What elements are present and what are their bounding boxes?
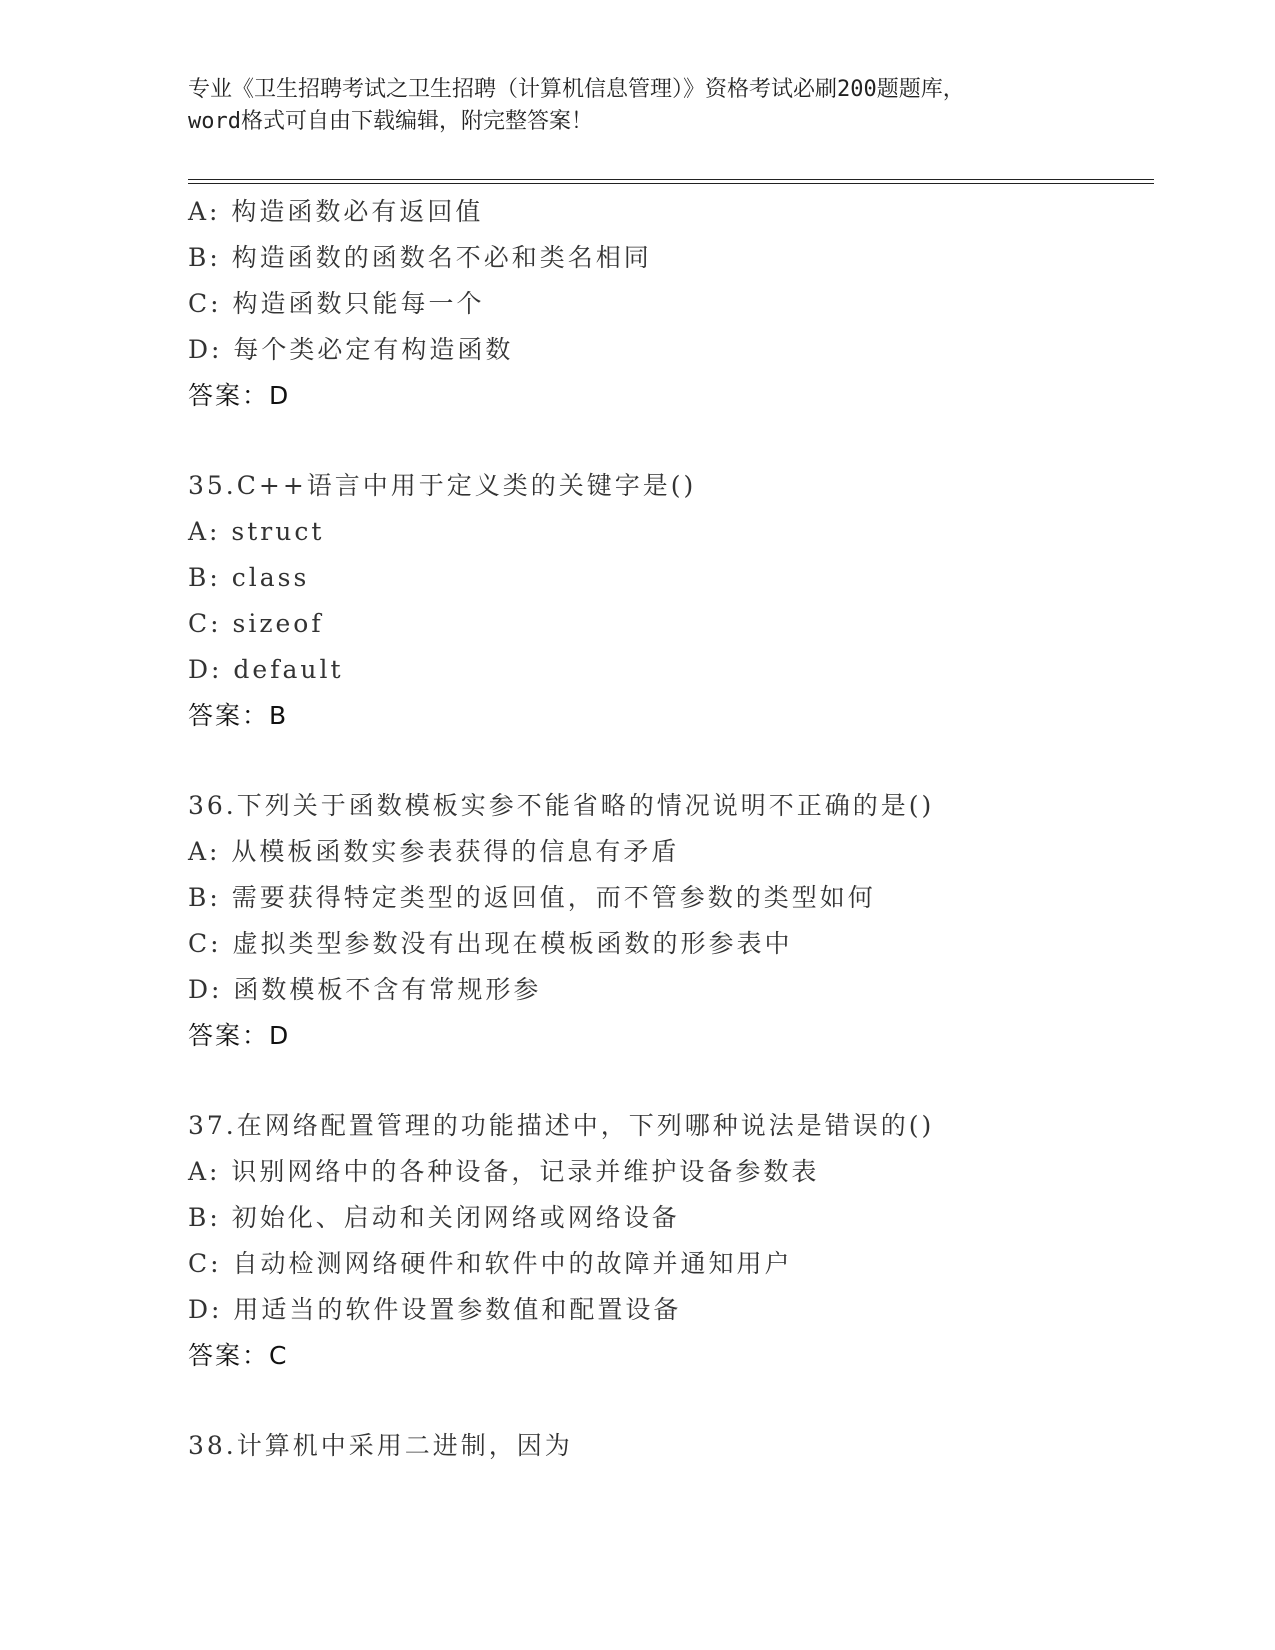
option-c: C: 虚拟类型参数没有出现在模板函数的形参表中 (188, 929, 793, 958)
option-c: C: 自动检测网络硬件和软件中的故障并通知用户 (188, 1249, 793, 1278)
option-d: D: 用适当的软件设置参数值和配置设备 (188, 1295, 682, 1324)
header-divider-top (188, 179, 1154, 180)
option-b: B: class (188, 563, 310, 592)
option-c: C: sizeof (188, 609, 324, 638)
block-spacer (188, 1059, 1154, 1103)
option-a: A: 构造函数必有返回值 (188, 197, 484, 226)
document-header (188, 74, 1088, 138)
answer-line: 答案：D (188, 1021, 291, 1050)
option-c: C: 构造函数只能每一个 (188, 289, 485, 318)
option-b: B: 构造函数的函数名不必和类名相同 (188, 243, 652, 272)
header-line-2: word格式可自由下载编辑，附完整答案！ (188, 109, 593, 134)
option-a: A: 识别网络中的各种设备，记录并维护设备参数表 (188, 1157, 820, 1186)
option-a: A: 从模板函数实参表获得的信息有矛盾 (188, 837, 680, 866)
question-38: 38.计算机中采用二进制，因为 (188, 1431, 573, 1460)
header-divider-bottom (188, 183, 1154, 184)
answer-line: 答案：B (188, 701, 289, 730)
option-d: D: 函数模板不含有常规形参 (188, 975, 542, 1004)
question-list (188, 189, 1154, 1469)
option-b: B: 初始化、启动和关闭网络或网络设备 (188, 1203, 680, 1232)
answer-line: 答案：D (188, 381, 291, 410)
option-d: D: default (188, 655, 344, 684)
question-35: 35.C++语言中用于定义类的关键字是() (188, 471, 697, 500)
answer-line: 答案：C (188, 1341, 289, 1370)
option-d: D: 每个类必定有构造函数 (188, 335, 514, 364)
question-37: 37.在网络配置管理的功能描述中，下列哪种说法是错误的() (188, 1111, 935, 1140)
option-a: A: struct (188, 517, 325, 546)
block-spacer (188, 739, 1154, 783)
header-line-1: 专业《卫生招聘考试之卫生招聘（计算机信息管理）》资格考试必刷200题题库， (188, 77, 965, 102)
block-spacer (188, 1379, 1154, 1423)
block-spacer (188, 419, 1154, 463)
option-b: B: 需要获得特定类型的返回值，而不管参数的类型如何 (188, 883, 876, 912)
question-36: 36.下列关于函数模板实参不能省略的情况说明不正确的是() (188, 791, 935, 820)
